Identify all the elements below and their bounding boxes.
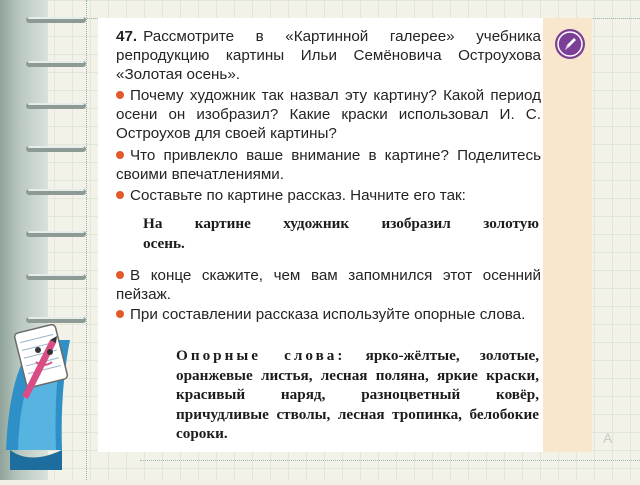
bullet-icon bbox=[116, 310, 124, 318]
list-item bbox=[116, 146, 541, 184]
pencil-mascot-icon bbox=[0, 300, 100, 480]
frame-bottom-line bbox=[140, 460, 640, 462]
notebook-ring-icon bbox=[26, 143, 88, 155]
list-item-text: В конце скажите, чем вам запомнился этот осенний пейзаж. bbox=[116, 267, 541, 304]
list-item-text: Что привлекло ваше внимание в картине? Поделитесь своими впечатлениями. bbox=[116, 147, 541, 184]
notebook-ring-icon bbox=[26, 186, 88, 198]
notebook-ring-icon bbox=[26, 100, 88, 112]
list-item-text: При составлении рассказа используйте опорные слова. bbox=[130, 306, 526, 323]
bullet-icon bbox=[116, 271, 124, 279]
list-item-text: Составьте по картине рассказ. Начните его так: bbox=[130, 187, 466, 204]
story-start: На картине художник изобразил золотую осень. bbox=[143, 215, 539, 252]
bullet-icon bbox=[116, 151, 124, 159]
notebook-ring-icon bbox=[26, 228, 88, 240]
frame-top-line bbox=[84, 0, 640, 19]
pencil-badge-icon bbox=[554, 28, 586, 60]
notebook-ring-icon bbox=[26, 271, 88, 283]
side-strip bbox=[543, 18, 592, 452]
bullet-icon bbox=[116, 191, 124, 199]
support-words-label: Опорные слова: bbox=[176, 347, 346, 364]
notebook-ring-icon bbox=[26, 14, 88, 26]
notebook-ring-icon bbox=[26, 58, 88, 70]
bullet-icon bbox=[116, 91, 124, 99]
corner-letter: А bbox=[603, 430, 613, 446]
task-intro-text: Рассмотрите в «Картинной галерее» учебника репродукцию картины Ильи Семёновича Остроухова «Золотая осень». bbox=[116, 28, 541, 84]
list-item bbox=[116, 186, 541, 205]
list-item-text: Почему художник так назвал эту картину? Какой период осени он изобразил? Какие краски использовал И. С. Остроухов для своей картины? bbox=[116, 87, 541, 143]
task-number: 47. bbox=[116, 28, 138, 45]
list-item bbox=[116, 305, 541, 324]
task-intro bbox=[116, 27, 541, 85]
list-item bbox=[116, 266, 541, 304]
support-words bbox=[176, 346, 539, 444]
support-words-text: ярко-жёлтые, золотые, оранжевые листья, лесная поляна, яркие краски, красивый наряд, разноцветный ковёр, причудливые стволы, лесная тропинка, белобокие сороки. bbox=[176, 347, 539, 442]
list-item bbox=[116, 86, 541, 144]
